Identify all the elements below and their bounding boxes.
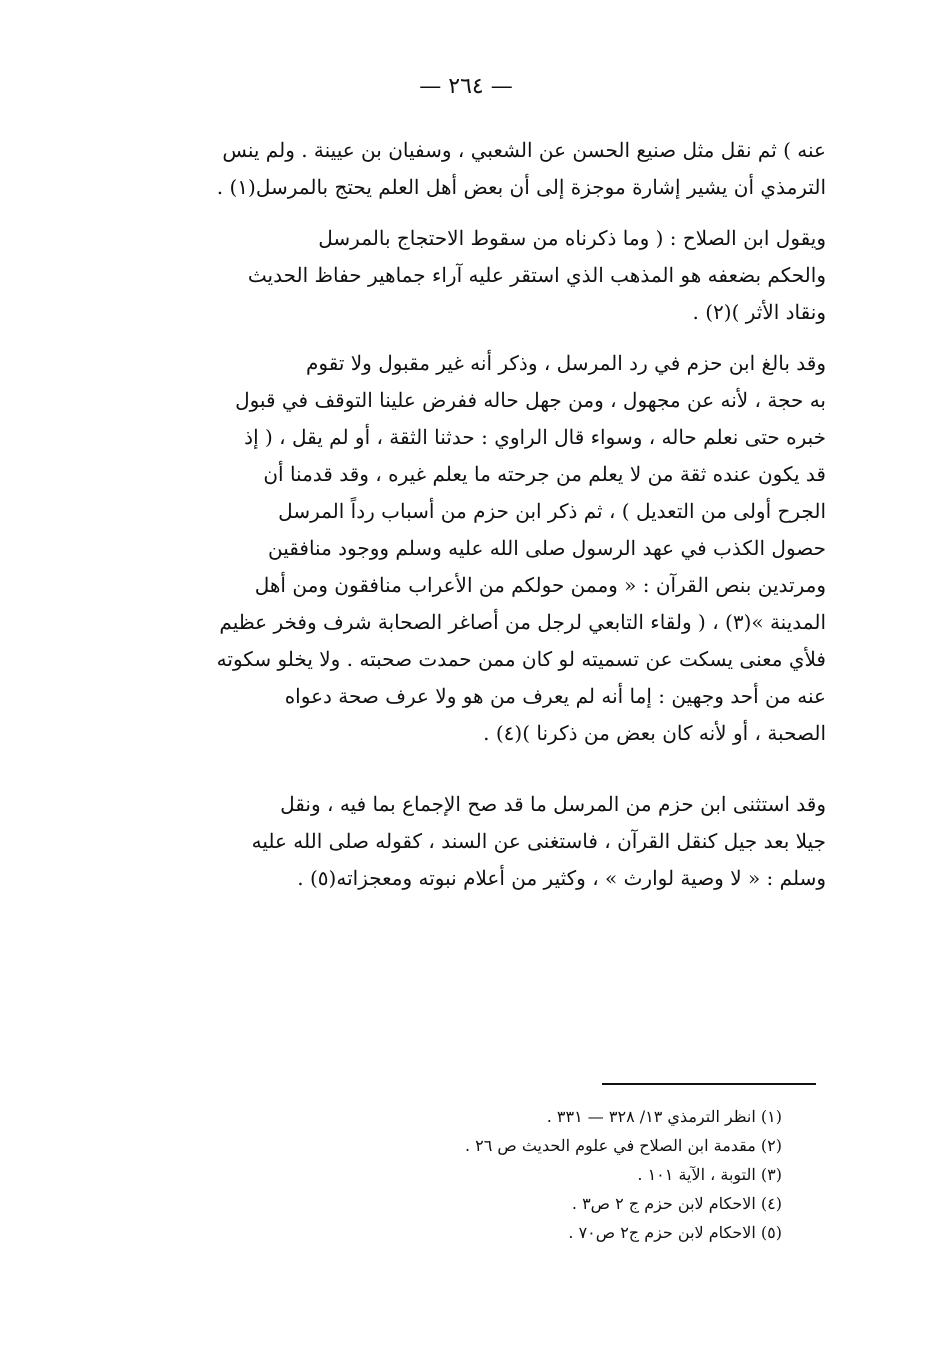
text-line: فلأي معنى يسكت عن تسميته لو كان ممن حمدت صحبته . ولا يخلو سكوته	[216, 647, 826, 671]
footnote-4: (٤) الاحكام لابن حزم ج ٢ ص٣ .	[571, 1194, 782, 1213]
paragraph-gap	[150, 766, 826, 786]
text-line: الصحبة ، أو لأنه كان بعض من ذكرنا )(٤) .	[483, 721, 826, 745]
text-line: المدينة »(٣) ، ( ولقاء التابعي لرجل من أصاغر الصحابة شرف وفخر عظيم	[219, 610, 826, 634]
footnote-3: (٣) التوبة ، الآية ١٠١ .	[637, 1165, 782, 1184]
main-text	[150, 132, 826, 911]
paragraph-2	[150, 220, 826, 331]
text-line: عنه ) ثم نقل مثل صنيع الحسن عن الشعبي ، وسفيان بن عيينة . ولم ينس	[222, 138, 826, 162]
footnote-5: (٥) الاحكام لابن حزم ج٢ ص٧٠ .	[568, 1223, 782, 1242]
text-line: عنه من أحد وجهين : إما أنه لم يعرف من هو ولا عرف صحة دعواه	[284, 684, 826, 708]
paragraph-1	[150, 132, 826, 206]
text-line: جيلا بعد جيل كنقل القرآن ، فاستغنى عن السند ، كقوله صلى الله عليه	[251, 829, 826, 853]
text-line: وقد استثنى ابن حزم من المرسل ما قد صح الإجماع بما فيه ، ونقل	[280, 792, 826, 816]
text-line: وقد بالغ ابن حزم في رد المرسل ، وذكر أنه غير مقبول ولا تقوم	[306, 351, 826, 375]
text-line: والحكم بضعفه هو المذهب الذي استقر عليه آراء جماهير حفاظ الحديث	[247, 263, 826, 287]
footnote-1: (١) انظر الترمذي ١٣/ ٣٢٨ — ٣٣١ .	[546, 1107, 782, 1126]
paragraph-3	[150, 345, 826, 752]
footnote-2: (٢) مقدمة ابن الصلاح في علوم الحديث ص ٢٦ .	[464, 1136, 782, 1155]
text-line: ونقاد الأثر )(٢) .	[692, 300, 826, 324]
text-line: الترمذي أن يشير إشارة موجزة إلى أن بعض أهل العلم يحتج بالمرسل(١) .	[216, 175, 826, 199]
text-line: خبره حتى نعلم حاله ، وسواء قال الراوي : حدثنا الثقة ، أو لم يقل ، ( إذ	[244, 425, 826, 449]
footnotes	[390, 1102, 782, 1247]
text-line: الجرح أولى من التعديل ) ، ثم ذكر ابن حزم من أسباب رداً المرسل	[278, 499, 826, 523]
text-line: به حجة ، لأنه عن مجهول ، ومن جهل حاله ففرض علينا التوقف في قبول	[235, 388, 826, 412]
text-line: حصول الكذب في عهد الرسول صلى الله عليه وسلم ووجود منافقين	[268, 536, 826, 560]
text-line: ويقول ابن الصلاح : ( وما ذكرناه من سقوط الاحتجاج بالمرسل	[318, 226, 826, 250]
page-number: — ٢٦٤ —	[419, 74, 513, 99]
text-line: ومرتدين بنص القرآن : « وممن حولكم من الأعراب منافقون ومن أهل	[254, 573, 826, 597]
text-line: وسلم : « لا وصية لوارث » ، وكثير من أعلام نبوته ومعجزاته(٥) .	[297, 866, 826, 890]
text-line: قد يكون عنده ثقة من لا يعلم من جرحته ما يعلم غيره ، وقد قدمنا أن	[263, 462, 826, 486]
footnote-divider	[602, 1083, 816, 1085]
paragraph-4	[150, 786, 826, 897]
